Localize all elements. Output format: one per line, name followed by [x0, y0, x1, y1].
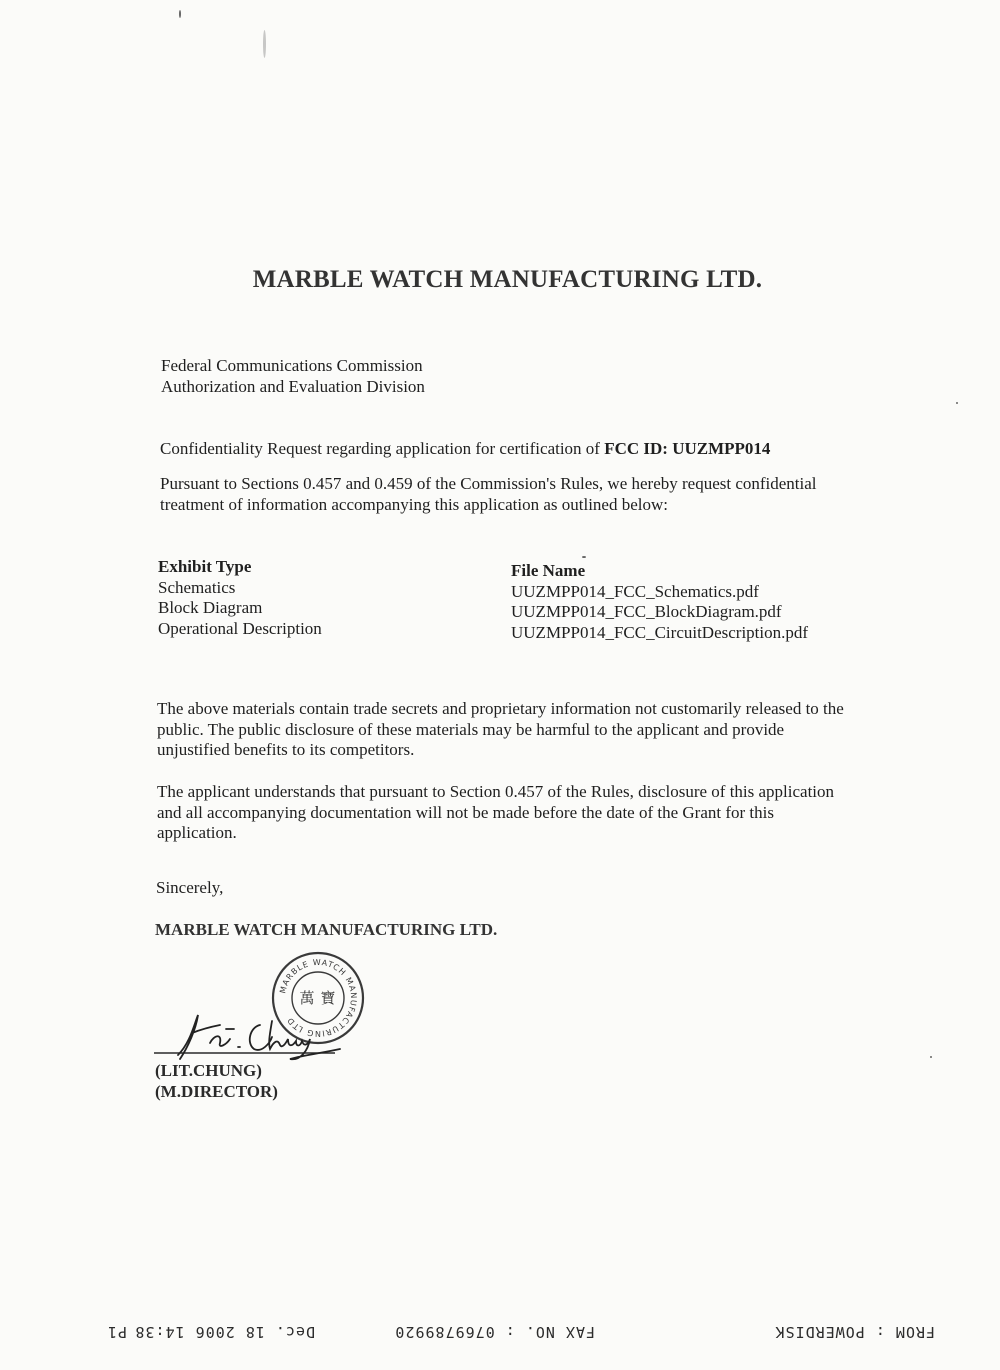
seal-text: MARBLE WATCH MANUFACTURING LTD — [278, 957, 359, 1039]
confidentiality-paragraph: The above materials contain trade secrets and proprietary information not customarily released to the public. The public disclosure of these materials may be harmful to the applicant and provide unjustified benefits to its competitors. — [157, 699, 844, 759]
signer-block — [155, 1060, 278, 1102]
pursuant-paragraph: Pursuant to Sections 0.457 and 0.459 of the Commission's Rules, we hereby request confidential treatment of information accompanying this application as outlined below: — [160, 474, 817, 514]
svg-text:寶: 寶 — [320, 989, 336, 1007]
recipient-line-2: Authorization and Evaluation Division — [161, 376, 425, 396]
recipient-line-1: Federal Communications Commission — [161, 356, 423, 375]
file-name-cell: UUZMPP014_FCC_BlockDiagram.pdf — [511, 602, 782, 621]
exhibit-type-header: Exhibit Type — [158, 557, 252, 576]
scan-speck — [930, 1056, 932, 1058]
fcc-id: FCC ID: UUZMPP014 — [604, 439, 771, 458]
signature-company: MARBLE WATCH MANUFACTURING LTD. — [155, 920, 498, 939]
file-name-cell: UUZMPP014_FCC_Schematics.pdf — [511, 581, 759, 601]
subject-line — [160, 439, 770, 460]
scan-speck — [582, 556, 586, 558]
scan-speck — [179, 10, 181, 18]
file-name-cell: UUZMPP014_FCC_CircuitDescription.pdf — [511, 622, 809, 642]
exhibit-type-column — [158, 557, 322, 639]
file-name-header: File Name — [511, 561, 586, 580]
svg-text:萬: 萬 — [299, 989, 315, 1007]
exhibit-type-cell: Block Diagram — [158, 598, 263, 617]
scan-speck — [956, 402, 958, 404]
closing: Sincerely, — [156, 878, 224, 897]
subject-prefix: Confidentiality Request regarding application for certification of — [160, 439, 605, 458]
disclosure-paragraph: The applicant understands that pursuant to Section 0.457 of the Rules, disclosure of this application and all accompanying documentation will not be made before the date of the Grant for this application. — [157, 782, 835, 842]
signer-title: (M.DIRECTOR) — [155, 1082, 278, 1101]
fax-page: P1 — [106, 1323, 127, 1341]
fax-number: FAX NO. : 0769789920 — [394, 1323, 595, 1341]
fax-date: Dec. 18 2006 14:38 — [134, 1323, 315, 1341]
exhibit-type-cell: Schematics — [158, 577, 236, 597]
signer-name: (LIT.CHUNG) — [155, 1061, 262, 1080]
fax-header-footer — [95, 1319, 935, 1345]
scan-speck — [263, 30, 266, 58]
handwritten-signature — [150, 1003, 350, 1065]
fax-from: FROM : POWERDISK — [774, 1323, 935, 1341]
file-name-column — [511, 561, 808, 643]
exhibit-type-cell: Operational Description — [158, 618, 322, 638]
recipient-address — [161, 356, 425, 397]
company-heading: MARBLE WATCH MANUFACTURING LTD. — [252, 266, 763, 293]
